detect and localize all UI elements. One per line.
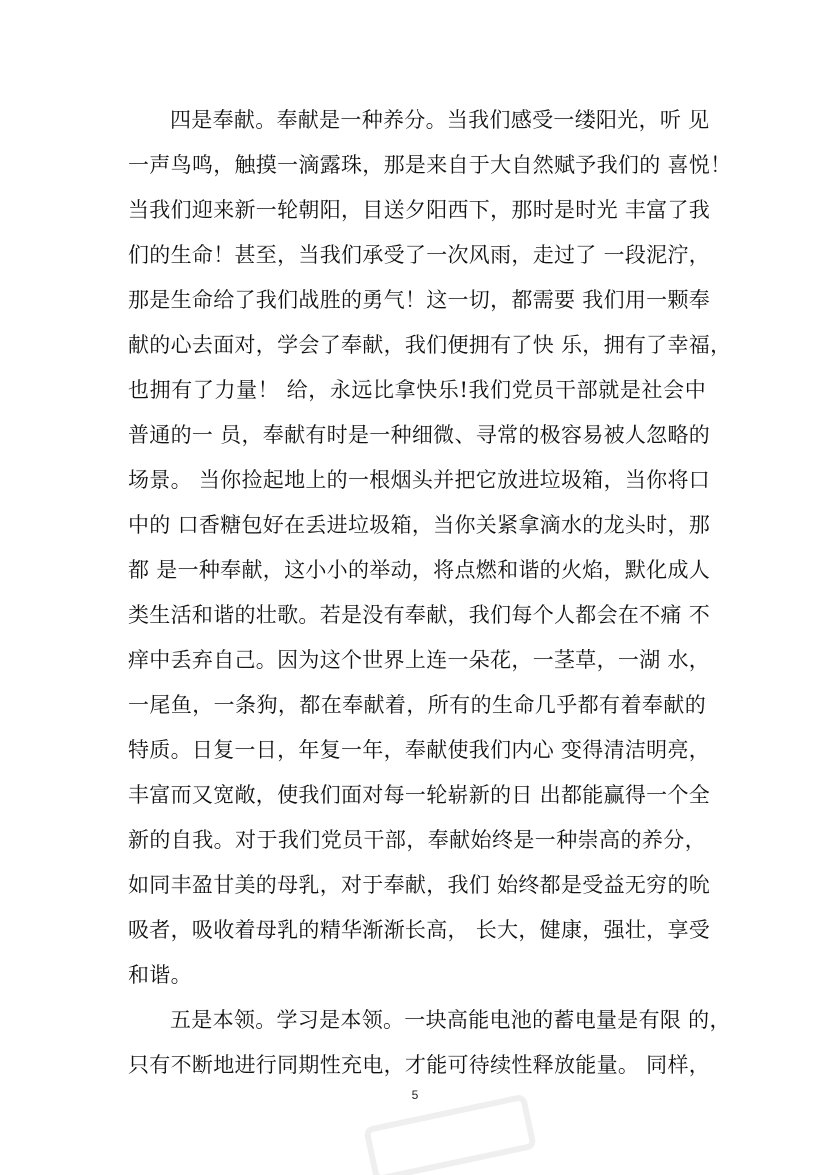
paragraph-line: 丰富而又宽敞，使我们面对每一轮崭新的日 出都能赢得一个全 — [128, 783, 711, 807]
paragraph-line: 当我们迎来新一轮朝阳，目送夕阳西下，那时是时光 丰富了我 — [128, 198, 711, 222]
paragraph-line: 场景。 当你捡起地上的一根烟头并把它放进垃圾箱，当你将口 — [128, 468, 711, 492]
paragraph-line: 中的 口香糖包好在丢进垃圾箱，当你关紧拿滴水的龙头时，那 — [128, 513, 711, 537]
paragraph-line: 如同丰盈甘美的母乳，对于奉献，我们 始终都是受益无穷的吮 — [128, 873, 711, 897]
paragraph-line: 献的心去面对，学会了奉献，我们便拥有了快 乐，拥有了幸福， — [128, 333, 732, 357]
paragraph-line: 们的生命！甚至，当我们承受了一次风雨，走过了 一段泥泞， — [128, 243, 711, 267]
paragraph-line: 痒中丢弃自己。因为这个世界上连一朵花，一茎草，一湖 水， — [128, 648, 711, 672]
paragraph-line: 一尾鱼，一条狗，都在奉献着，所有的生命几乎都有着奉献的 — [128, 693, 706, 717]
paragraph-line: 也拥有了力量！ 给，永远比拿快乐!我们党员干部就是社会中 — [128, 378, 706, 402]
paragraph-line: 类生活和谐的壮歌。若是没有奉献，我们每个人都会在不痛 不 — [128, 603, 711, 627]
page-number: 5 — [411, 1088, 419, 1102]
paragraph-line: 四是奉献。奉献是一种养分。当我们感受一缕阳光，听 见 — [170, 108, 710, 132]
paragraph-line: 五是本领。学习是本领。一块高能电池的蓄电量是有限 的， — [170, 1008, 731, 1032]
paragraph-line: 一声鸟鸣，触摸一滴露珠，那是来自于大自然赋予我们的 喜悦！ — [128, 153, 732, 177]
paragraph-line: 特质。日复一日，年复一年，奉献使我们内心 变得清洁明亮， — [128, 738, 711, 762]
paragraph-line: 都 是一种奉献，这小小的举动，将点燃和谐的火焰，默化成人 — [128, 558, 711, 582]
paragraph-line: 新的自我。对于我们党员干部，奉献始终是一种崇高的养分， — [128, 828, 706, 852]
paragraph-line: 只有不断地进行同期性充电，才能可待续性释放能量。 同样， — [128, 1053, 711, 1077]
paragraph-line: 普通的一 员，奉献有时是一种细微、寻常的极容易被人忽略的 — [128, 423, 711, 447]
paragraph-line: 和谐。 — [128, 963, 192, 987]
paragraph-line: 吸者，吸收着母乳的精华渐渐长高， 长大，健康，强壮，享受 — [128, 918, 711, 942]
paragraph-line: 那是生命给了我们战胜的勇气！这一切，都需要 我们用一颗奉 — [128, 288, 711, 312]
